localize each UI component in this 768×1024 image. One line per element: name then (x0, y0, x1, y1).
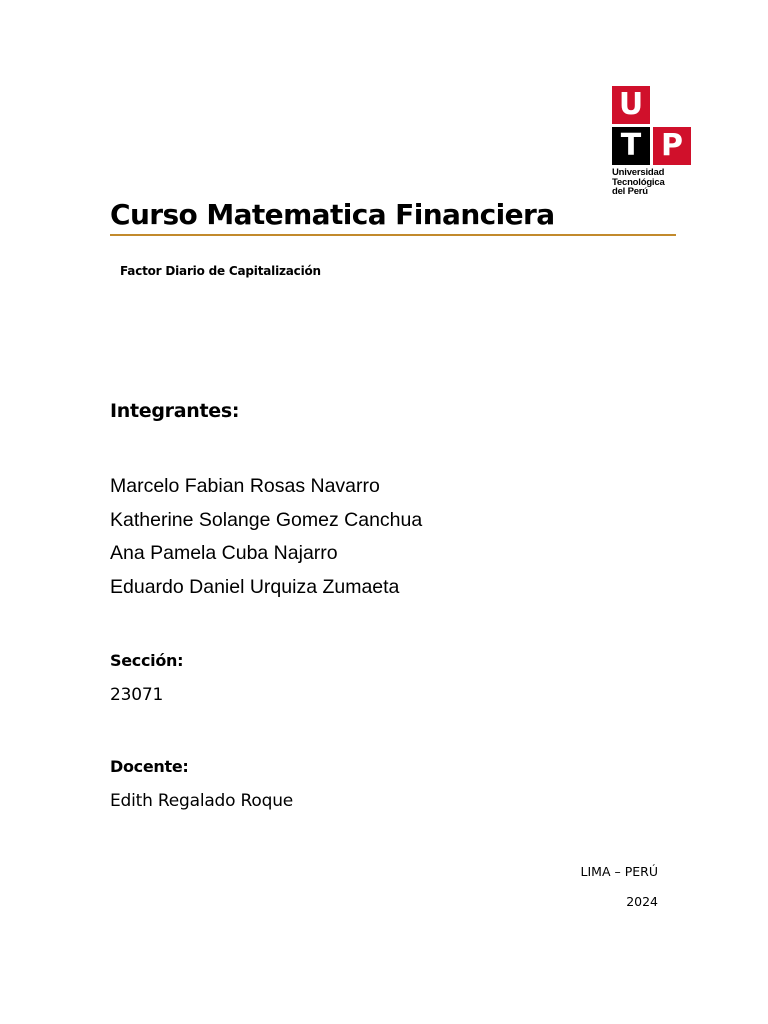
logo-tile-p: P (653, 127, 691, 165)
member-name: Marcelo Fabian Rosas Navarro (110, 475, 380, 497)
member-name: Ana Pamela Cuba Najarro (110, 542, 338, 564)
seccion-value: 23071 (110, 685, 164, 705)
logo-name-line: Universidad (612, 167, 665, 178)
logo-tile-t: T (612, 127, 650, 165)
integrantes-heading: Integrantes: (110, 400, 240, 422)
footer-place: LIMA – PERÚ (580, 864, 658, 879)
logo-tile-u: U (612, 86, 650, 124)
docente-value: Edith Regalado Roque (110, 791, 294, 811)
seccion-heading: Sección: (110, 651, 184, 670)
member-name: Katherine Solange Gomez Canchua (110, 508, 423, 531)
utp-logo (612, 86, 692, 197)
members-list (110, 474, 422, 608)
logo-university-name (612, 168, 692, 197)
title-underline (110, 234, 676, 236)
member-name: Eduardo Daniel Urquiza Zumaeta (110, 575, 400, 598)
logo-name-line: Tecnológica (612, 176, 665, 188)
document-title: Curso Matematica Financiera (110, 198, 555, 231)
logo-name-line: del Perú (612, 186, 648, 197)
document-subtitle: Factor Diario de Capitalización (120, 264, 321, 278)
docente-heading: Docente: (110, 757, 189, 776)
footer-year: 2024 (626, 894, 658, 909)
